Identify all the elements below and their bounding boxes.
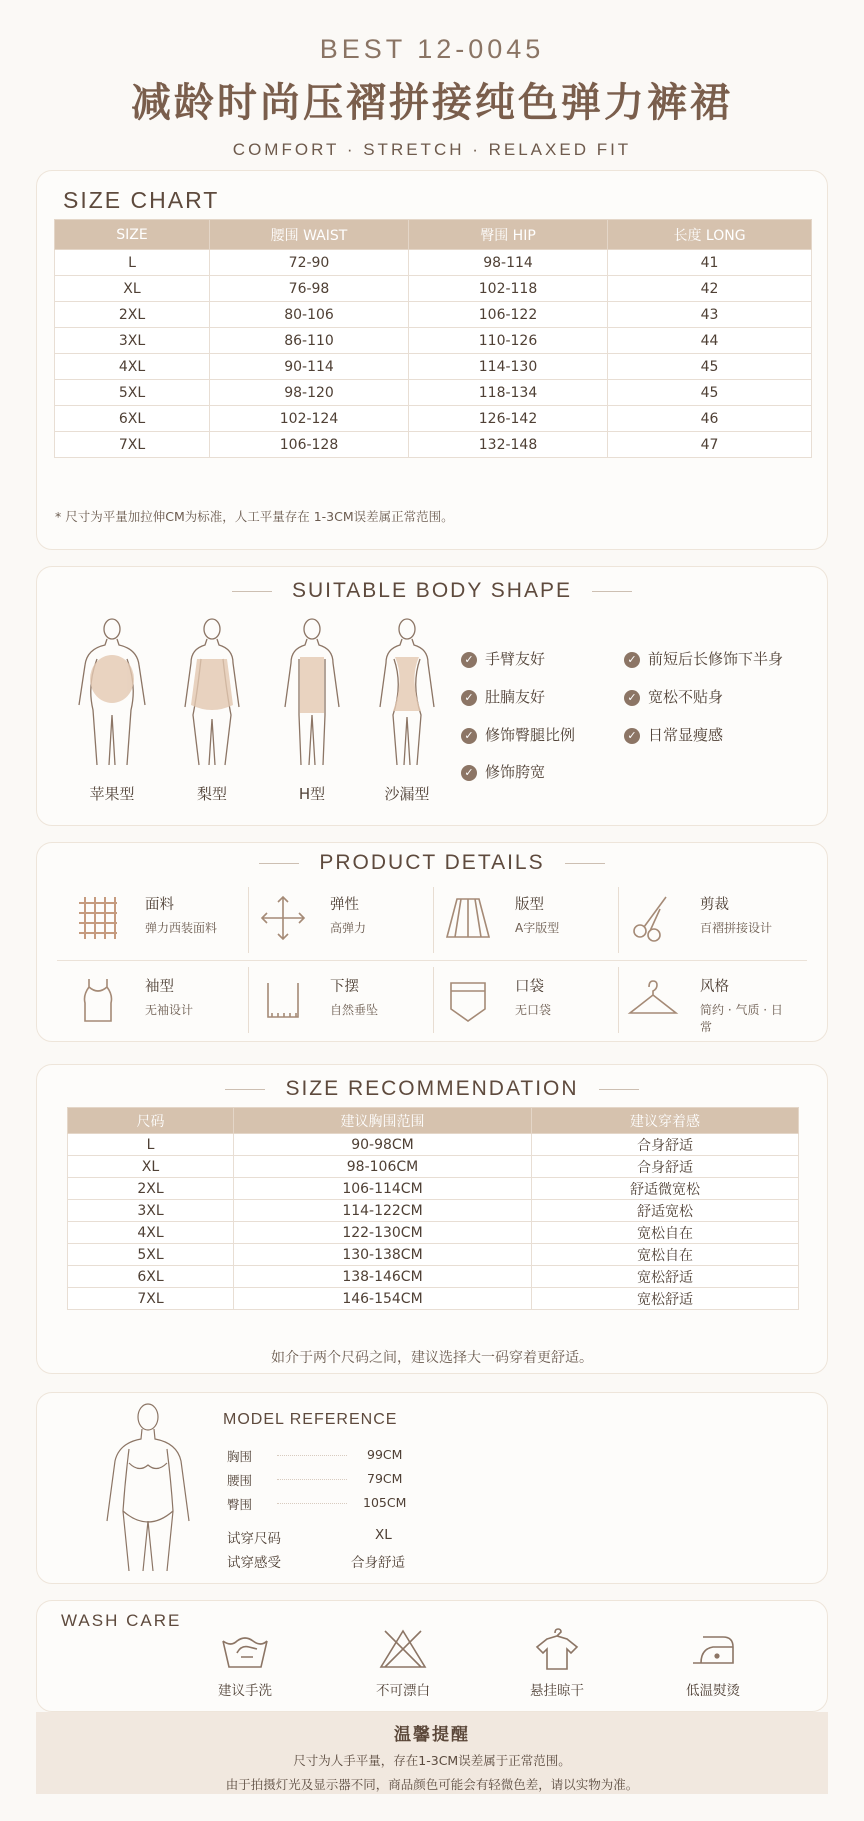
body-shape-figures xyxy=(57,615,457,775)
table-row xyxy=(68,1134,799,1156)
table-cell: 122-130CM xyxy=(234,1222,532,1244)
table-cell: 130-138CM xyxy=(234,1244,532,1266)
table-cell: 42 xyxy=(608,276,812,302)
table-row xyxy=(68,1178,799,1200)
measurement-value: 105CM xyxy=(363,1495,407,1510)
table-cell: 7XL xyxy=(55,432,210,458)
product-code: BEST 12-0045 xyxy=(319,34,545,64)
size-chart-table xyxy=(54,219,812,458)
wash-item-no-bleach: 不可漂白 xyxy=(343,1627,463,1699)
wash-item-hand-wash: 建议手洗 xyxy=(185,1627,305,1699)
table-cell: 146-154CM xyxy=(234,1288,532,1310)
wash-care-card xyxy=(36,1600,828,1712)
check-icon: ✓ xyxy=(461,652,477,668)
detail-cut: 剪裁 百褶拼接设计 xyxy=(612,879,792,959)
table-cell: 132-148 xyxy=(409,432,608,458)
hem-icon xyxy=(256,973,310,1027)
product-details-title: PRODUCT DETAILS xyxy=(37,851,827,875)
shape-label-apple: 苹果型 xyxy=(89,785,135,803)
skirt-icon xyxy=(441,891,495,945)
wash-item-hang-dry: 悬挂晾干 xyxy=(497,1627,617,1699)
table-cell: 118-134 xyxy=(409,380,608,406)
table-cell: 4XL xyxy=(68,1222,234,1244)
fabric-icon xyxy=(71,891,125,945)
table-cell: 86-110 xyxy=(210,328,409,354)
table-row xyxy=(68,1222,799,1244)
table-row xyxy=(55,354,812,380)
table-cell: L xyxy=(55,250,210,276)
detail-fabric: 面料 弹力西装面料 xyxy=(57,879,237,959)
size-recommendation-note: 如介于两个尺码之间，建议选择大一码穿着更舒适。 xyxy=(271,1350,593,1366)
feature-item: ✓ 手臂友好 xyxy=(461,648,545,669)
table-row xyxy=(68,1200,799,1222)
table-cell: 98-106CM xyxy=(234,1156,532,1178)
fit-label: 试穿感受 xyxy=(227,1555,281,1571)
table-cell: 舒适宽松 xyxy=(532,1200,799,1222)
model-reference-title: MODEL REFERENCE xyxy=(223,1411,398,1428)
table-cell: 5XL xyxy=(55,380,210,406)
table-row xyxy=(55,432,812,458)
size-chart-card xyxy=(36,170,828,550)
table-cell: 46 xyxy=(608,406,812,432)
shape-label-hourglass: 沙漏型 xyxy=(384,785,430,803)
detail-style: 风格 简约 · 气质 · 日常 xyxy=(612,961,792,1041)
warm-reminder xyxy=(36,1712,828,1794)
table-cell: 138-146CM xyxy=(234,1266,532,1288)
table-row xyxy=(68,1266,799,1288)
pocket-icon xyxy=(441,973,495,1027)
table-cell: 106-114CM xyxy=(234,1178,532,1200)
hanger-icon xyxy=(626,973,680,1027)
table-cell: 宽松自在 xyxy=(532,1244,799,1266)
product-title: 减龄时尚压褶拼接纯色弹力裤裙 xyxy=(131,80,733,126)
table-cell: XL xyxy=(68,1156,234,1178)
table-row xyxy=(68,1244,799,1266)
table-cell: 6XL xyxy=(55,406,210,432)
detail-sleeve: 袖型 无袖设计 xyxy=(57,961,237,1041)
table-cell: 41 xyxy=(608,250,812,276)
table-row xyxy=(55,380,812,406)
size-chart-header-long: 长度 LONG xyxy=(608,220,812,250)
table-cell: 合身舒适 xyxy=(532,1134,799,1156)
table-row xyxy=(55,276,812,302)
feature-item: ✓ 宽松不贴身 xyxy=(624,686,723,707)
table-cell: 80-106 xyxy=(210,302,409,328)
check-icon: ✓ xyxy=(624,728,640,744)
table-cell: 114-122CM xyxy=(234,1200,532,1222)
table-cell: 98-114 xyxy=(409,250,608,276)
table-row xyxy=(68,1156,799,1178)
table-cell: 102-124 xyxy=(210,406,409,432)
table-cell: 6XL xyxy=(68,1266,234,1288)
size-chart-note: * 尺寸为平量加拉伸CM为标准，人工平量存在 1-3CM误差属正常范围。 xyxy=(55,509,454,524)
wash-care-title: WASH CARE xyxy=(61,1611,182,1630)
measurement-value: 99CM xyxy=(367,1447,403,1462)
table-cell: 4XL xyxy=(55,354,210,380)
body-shape-card xyxy=(36,566,828,826)
body-shape-title: SUITABLE BODY SHAPE xyxy=(37,579,827,603)
feature-item: ✓ 修饰胯宽 xyxy=(461,761,545,782)
model-reference-card xyxy=(36,1392,828,1584)
scissors-icon xyxy=(626,891,680,945)
fit-value: XL xyxy=(375,1527,392,1543)
check-icon: ✓ xyxy=(461,765,477,781)
measurement-label: 腰围 xyxy=(227,1473,253,1488)
shape-label-h: H型 xyxy=(298,785,326,803)
table-cell: 7XL xyxy=(68,1288,234,1310)
measurement-value: 79CM xyxy=(367,1471,403,1486)
table-cell: 110-126 xyxy=(409,328,608,354)
table-cell: L xyxy=(68,1134,234,1156)
size-chart-header-waist: 腰围 WAIST xyxy=(210,220,409,250)
measurement-label: 胸围 xyxy=(227,1449,253,1464)
table-cell: 2XL xyxy=(68,1178,234,1200)
table-cell: 45 xyxy=(608,354,812,380)
model-figure-icon xyxy=(93,1401,203,1577)
body-silhouettes-icon xyxy=(57,615,457,775)
table-cell: 102-118 xyxy=(409,276,608,302)
tank-top-icon xyxy=(71,973,125,1027)
size-rec-header-feel: 建议穿着感 xyxy=(532,1108,799,1134)
page-header xyxy=(0,0,864,160)
size-chart-header-row xyxy=(55,220,812,250)
warm-reminder-title: 温馨提醒 xyxy=(394,1725,470,1745)
check-icon: ✓ xyxy=(461,690,477,706)
table-cell: 114-130 xyxy=(409,354,608,380)
size-chart-title: SIZE CHART xyxy=(63,187,220,213)
wash-item-low-iron: 低温熨烫 xyxy=(653,1627,773,1699)
feature-item: ✓ 修饰臀腿比例 xyxy=(461,724,575,745)
table-row xyxy=(68,1288,799,1310)
size-recommendation-title: SIZE RECOMMENDATION xyxy=(37,1077,827,1101)
no-bleach-icon xyxy=(377,1627,429,1671)
table-cell: 45 xyxy=(608,380,812,406)
feature-item: ✓ 肚腩友好 xyxy=(461,686,545,707)
table-row xyxy=(55,328,812,354)
table-cell: 44 xyxy=(608,328,812,354)
check-icon: ✓ xyxy=(461,728,477,744)
table-cell: 宽松舒适 xyxy=(532,1266,799,1288)
warm-reminder-line: 由于拍摄灯光及显示器不同，商品颜色可能会有轻微色差，请以实物为准。 xyxy=(225,1777,639,1792)
table-cell: 宽松舒适 xyxy=(532,1288,799,1310)
check-icon: ✓ xyxy=(624,690,640,706)
table-cell: 106-128 xyxy=(210,432,409,458)
table-cell: 43 xyxy=(608,302,812,328)
table-cell: 76-98 xyxy=(210,276,409,302)
feature-item: ✓ 日常显瘦感 xyxy=(624,724,723,745)
product-subtitle: COMFORT · STRETCH · RELAXED FIT xyxy=(232,140,632,159)
detail-pocket: 口袋 无口袋 xyxy=(427,961,607,1041)
table-cell: 106-122 xyxy=(409,302,608,328)
table-cell: 2XL xyxy=(55,302,210,328)
measurement-label: 臀围 xyxy=(227,1497,253,1512)
size-recommendation-table xyxy=(67,1107,799,1310)
detail-hem: 下摆 自然垂坠 xyxy=(242,961,422,1041)
size-chart-header-hip: 臀围 HIP xyxy=(409,220,608,250)
fit-value: 合身舒适 xyxy=(351,1555,405,1571)
size-recommendation-card xyxy=(36,1064,828,1374)
stretch-arrows-icon xyxy=(256,891,310,945)
shape-label-pear: 梨型 xyxy=(196,785,227,803)
table-row xyxy=(55,406,812,432)
table-cell: 98-120 xyxy=(210,380,409,406)
size-rec-header-row xyxy=(68,1108,799,1134)
fit-label: 试穿尺码 xyxy=(227,1531,281,1547)
table-cell: 舒适微宽松 xyxy=(532,1178,799,1200)
low-iron-icon xyxy=(687,1627,739,1671)
table-cell: 5XL xyxy=(68,1244,234,1266)
hang-dry-icon xyxy=(531,1627,583,1671)
table-cell: 126-142 xyxy=(409,406,608,432)
product-details-card xyxy=(36,842,828,1042)
feature-item: ✓ 前短后长修饰下半身 xyxy=(624,648,783,669)
detail-fit: 版型 A字版型 xyxy=(427,879,607,959)
warm-reminder-line: 尺寸为人手平量，存在1-3CM误差属于正常范围。 xyxy=(293,1753,571,1768)
table-cell: XL xyxy=(55,276,210,302)
table-cell: 宽松自在 xyxy=(532,1222,799,1244)
hand-wash-icon xyxy=(219,1627,271,1671)
table-row xyxy=(55,302,812,328)
table-cell: 3XL xyxy=(68,1200,234,1222)
size-rec-header-size: 尺码 xyxy=(68,1108,234,1134)
table-cell: 90-114 xyxy=(210,354,409,380)
table-cell: 合身舒适 xyxy=(532,1156,799,1178)
detail-stretch: 弹性 高弹力 xyxy=(242,879,422,959)
table-cell: 90-98CM xyxy=(234,1134,532,1156)
table-cell: 3XL xyxy=(55,328,210,354)
size-rec-header-bust: 建议胸围范围 xyxy=(234,1108,532,1134)
table-cell: 72-90 xyxy=(210,250,409,276)
check-icon: ✓ xyxy=(624,652,640,668)
size-chart-header-size: SIZE xyxy=(55,220,210,250)
table-row xyxy=(55,250,812,276)
table-cell: 47 xyxy=(608,432,812,458)
